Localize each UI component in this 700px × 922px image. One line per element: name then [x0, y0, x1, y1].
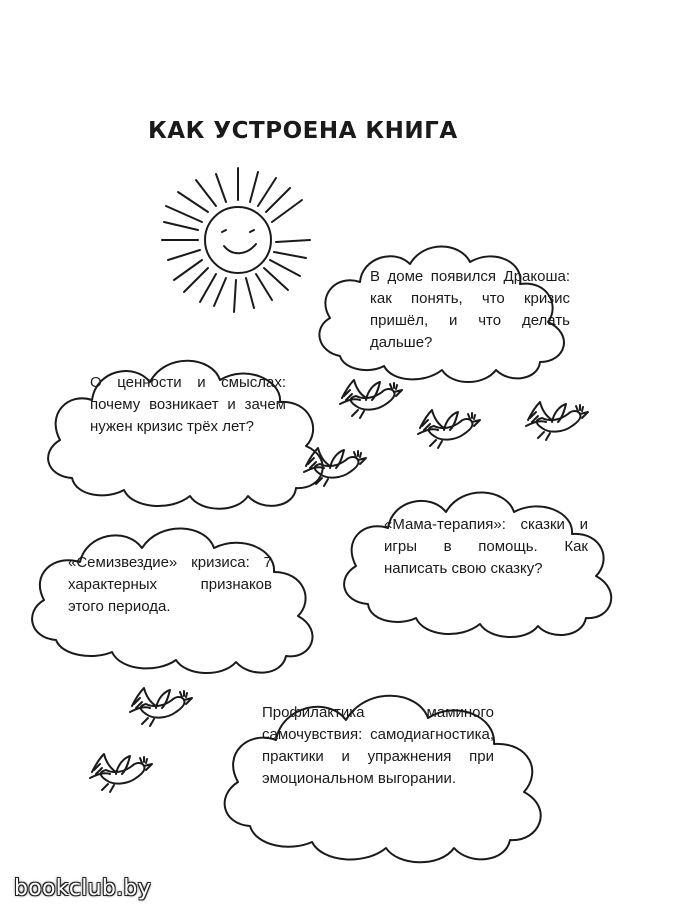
cloud-text-prevention: Профилактика маминого самочувствия: самодиагностика, практики и упражнения при эмоциональном выгорании. — [262, 704, 494, 787]
smiling-sun-icon — [162, 168, 310, 312]
bird-icon — [418, 410, 480, 448]
bird-icon — [90, 754, 152, 792]
watermark: bookclub.by — [14, 876, 152, 901]
page-title: КАК УСТРОЕНА КНИГА — [148, 118, 458, 144]
cloud-text-seven-stars: «Семизвездие» кризиса: 7 характерных признаков этого периода. — [68, 554, 272, 615]
cloud-text-dragon: В доме появился Дракоша: как понять, что кризис пришёл, и что делать дальше? — [370, 268, 570, 351]
cloud-text-mama-therapy: «Мама-терапия»: сказки и игры в помощь. Как написать свою сказку? — [384, 516, 588, 577]
bird-icon — [130, 688, 192, 726]
cloud-text-values: О ценности и смыслах: почему возникает и зачем нужен кризис трёх лет? — [90, 374, 286, 435]
bird-icon — [526, 402, 588, 440]
bird-icon — [304, 448, 366, 486]
bird-icon — [340, 380, 402, 418]
